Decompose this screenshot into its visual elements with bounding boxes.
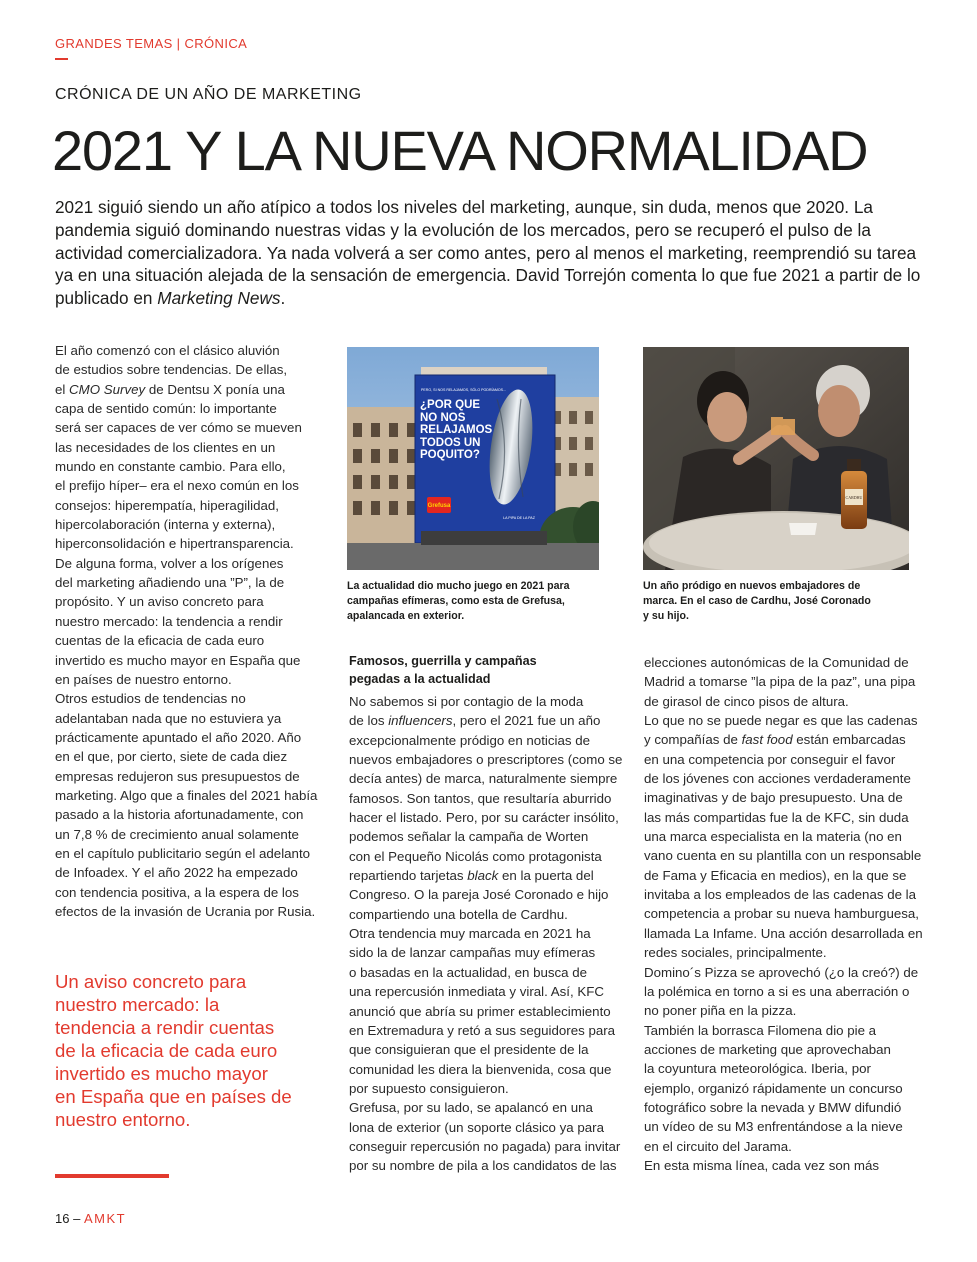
text-run: ejemplo, organizó rápidamente un concurso (644, 1080, 903, 1096)
text-line (644, 846, 922, 865)
text-run: competencia a probar su nueva hamburguesa, (644, 906, 919, 922)
text-run: comunidad les diera la bienvenida, cosa que (349, 1061, 612, 1077)
text-line (55, 496, 320, 515)
page-number: 16 (55, 1211, 70, 1226)
text-run: acciones de marketing que aprovechaban (644, 1041, 891, 1057)
text-run: En esta misma línea, cada vez son más (644, 1157, 880, 1173)
text-run: por su nombre de pila a los candidatos de las (349, 1158, 617, 1174)
text-line (349, 924, 614, 943)
text-line (55, 573, 320, 592)
text-run: por supuesto consiguieron. (349, 1080, 509, 1096)
text-line (644, 692, 909, 711)
text-line (55, 670, 320, 689)
text-run: que consiguieran que el presidente de la (349, 1042, 589, 1058)
text-line (55, 631, 320, 650)
text-line (644, 1001, 909, 1020)
text-line (349, 769, 618, 788)
text-line (55, 592, 320, 611)
text-line (55, 360, 320, 379)
text-line (644, 1021, 909, 1040)
text-run: o basadas en la actualidad, en busca de (349, 964, 588, 980)
text-run: pasado a la historia afortunadamente, con (55, 807, 304, 823)
section-dash (55, 58, 68, 60)
text-line (55, 805, 320, 824)
text-run: invertido es mucho mayor en España que (55, 652, 301, 668)
text-line (644, 1156, 909, 1175)
text-line (55, 1085, 320, 1108)
text-line (349, 847, 614, 866)
text-run: el prefijo híper– era el nexo común en los (55, 478, 299, 494)
text-run: en Extremadura y retó a sus seguidores para (349, 1022, 616, 1038)
text-line (644, 1117, 909, 1136)
text-line (644, 750, 909, 769)
text-line (644, 769, 909, 788)
text-run: y su hijo. (643, 610, 689, 622)
text-run: nuestro mercado: la tendencia a rendir (55, 613, 283, 629)
text-run: redes sociales, principalmente. (644, 945, 827, 961)
text-run: campañas efímeras, como esta de Grefusa, (347, 595, 565, 607)
text-line (349, 1021, 614, 1040)
text-run: con tendencia positiva, a la espera de los (55, 884, 299, 900)
text-line (55, 612, 320, 631)
text-line (349, 670, 537, 688)
text-run: Grefusa, por su lado, se apalancó en una (349, 1100, 593, 1116)
text-run: de Infoadex. Y el año 2022 ha empezado (55, 865, 298, 881)
text-run: marketing. Algo que a finales del 2021 había (55, 787, 318, 803)
red-rule (55, 1174, 169, 1178)
text-run: en el capítulo publicitario según el adelanto (55, 845, 311, 861)
article-title: 2021 Y LA NUEVA NORMALIDAD (52, 119, 868, 182)
text-run: Un aviso concreto para (55, 971, 247, 992)
article-lead (55, 196, 925, 310)
text-line (55, 515, 320, 534)
photo-coronado-cardhu (643, 347, 909, 570)
text-line (349, 827, 614, 846)
text-run: están embarcadas (792, 732, 906, 748)
text-line (349, 1137, 621, 1156)
text-line (644, 788, 909, 807)
text-line (349, 652, 537, 670)
text-line (349, 711, 614, 730)
article-kicker: CRÓNICA DE UN AÑO DE MARKETING (55, 86, 362, 103)
text-run: y compañías de (644, 732, 742, 748)
text-run: anunció que abría su primer establecimiento (349, 1003, 611, 1019)
text-run: apalancada en exterior. (347, 610, 465, 622)
text-run: fotográfico sobre la nevada y BMW difundió (644, 1099, 902, 1115)
text-run: conseguir repercusión no pagada) para invitar (349, 1138, 621, 1154)
text-line (55, 993, 320, 1016)
italic-term: CMO Survey (69, 381, 146, 397)
text-line (55, 476, 320, 495)
text-run: hiperconsolidación e hipertransparencia. (55, 536, 294, 552)
text-line (349, 982, 614, 1001)
text-run: marca. En el caso de Cardhu, José Coronado (643, 595, 871, 607)
text-run: en países de nuestro entorno. (55, 671, 232, 687)
text-line (55, 844, 320, 863)
text-run: Otros estudios de tendencias no (55, 691, 246, 707)
text-run: repartiendo tarjetas (349, 868, 468, 884)
text-line (55, 902, 320, 921)
text-run: excepcionalmente pródigo en noticias de (349, 732, 590, 748)
text-line (644, 808, 909, 827)
text-line (644, 982, 909, 1001)
italic-term: influencers (388, 713, 453, 729)
text-line (55, 418, 320, 437)
text-run: el (55, 381, 70, 397)
text-run: Famosos, guerrilla y campañas (349, 654, 537, 668)
text-line (55, 651, 320, 670)
text-run: compartiendo una botella de Cardhu. (349, 906, 568, 922)
text-line (349, 731, 614, 750)
text-run: nuevos embajadores o prescriptores (como se (349, 752, 623, 768)
text-line (55, 1039, 320, 1062)
text-line (644, 730, 909, 749)
text-line (349, 1002, 614, 1021)
text-line (349, 885, 614, 904)
text-run: Madrid a tomarse ”la pipa de la paz”, una pipa (644, 674, 916, 690)
text-line (644, 1059, 909, 1078)
text-run: las necesidades de los clientes en un (55, 439, 276, 455)
pull-quote (55, 970, 320, 1131)
text-line (347, 579, 570, 594)
text-run: También la borrasca Filomena dio pie a (644, 1022, 877, 1038)
text-run: en España que en países de (55, 1086, 292, 1107)
text-run: cuentas de la eficacia de cada euro (55, 633, 265, 649)
text-line (644, 1079, 909, 1098)
text-line (644, 672, 916, 691)
text-line (644, 1098, 909, 1117)
text-run: lona de exterior (un soporte clásico ya para (349, 1119, 604, 1135)
text-line (55, 728, 320, 747)
text-line (55, 786, 320, 805)
text-line (55, 1016, 320, 1039)
text-run: de los jóvenes con acciones verdaderamente (644, 771, 911, 787)
lead-text: 2021 siguió siendo un año atípico a todos los niveles del marketing, aunque, sin duda, menos que 2020. La pandemia siguió dominando nuestras vidas y la evolución de los mercados, pero se recuperó el pulso de la actividad comercializadora. Ya nada volverá a ser como antes, pero al menos el marketing, reemprendió su tarea ya en una situación alejada de la sensación de emergencia. David Torrejón comenta lo que fue 2021 a partir de lo publicado en (55, 197, 921, 309)
section-label: GRANDES TEMAS | CRÓNICA (55, 36, 248, 51)
text-run: invertido es mucho mayor (55, 1063, 268, 1084)
text-line (55, 554, 320, 573)
text-line (644, 866, 909, 885)
text-run: de girasol de cinco pisos de altura. (644, 693, 849, 709)
text-run: empresas redujeron sus presupuestos de (55, 768, 300, 784)
text-line (349, 1060, 614, 1079)
text-line (644, 885, 917, 904)
text-run: imaginativas y de bajo presupuesto. Una de (644, 790, 903, 806)
text-line (55, 970, 320, 993)
text-run: decía antes) de marca, naturalmente siempre (349, 771, 618, 787)
billboard-product: LA PIPA DE LA PAZ (503, 516, 535, 520)
text-run: una repercusión inmediata y viral. Así, KFC (349, 984, 604, 1000)
text-line (349, 1098, 614, 1117)
text-line (55, 863, 320, 882)
text-run: invitaba a los empleados de las cadenas de la (644, 887, 917, 903)
text-line (55, 534, 320, 553)
text-run: podemos señalar la campaña de Worten (349, 829, 589, 845)
text-run: efectos de la invasión de Ucrania por Rusia. (55, 903, 316, 919)
italic-term: black (467, 868, 499, 884)
text-line (349, 963, 614, 982)
billboard-headline: ¿POR QUÉ NO NOS RELAJAMOS TODOS UN POQUITO? (420, 399, 493, 461)
text-run: nuestro mercado: la (55, 994, 220, 1015)
text-run: El año comenzó con el clásico aluvión (55, 343, 280, 358)
text-run: mundo en constante cambio. Para ello, (55, 459, 286, 475)
body-column-2 (349, 692, 623, 1176)
bottle-label: CARDHU (845, 495, 863, 500)
text-line (644, 827, 909, 846)
text-run: será ser capaces de ver cómo se mueven (55, 420, 302, 436)
text-line (644, 943, 909, 962)
text-line (644, 924, 923, 943)
text-run: Otra tendencia muy marcada en 2021 ha (349, 926, 591, 942)
text-line (643, 579, 871, 594)
billboard-photo-illustration (347, 347, 599, 570)
text-run: una marca especialista en la materia (no en (644, 829, 902, 845)
text-run: De alguna forma, volver a los orígenes (55, 555, 284, 571)
text-run: del marketing añadiendo una ”P”, la de (55, 575, 285, 591)
text-line (55, 457, 320, 476)
lead-emphasis: Marketing News (157, 288, 281, 309)
text-line (55, 825, 320, 844)
text-line (55, 399, 320, 418)
text-run: de Fama y Eficacia en medios), en la que se (644, 867, 907, 883)
text-line (349, 1079, 614, 1098)
billboard-brand: Grefusa (427, 503, 451, 509)
text-line (55, 709, 320, 728)
text-run: la coyuntura meteorológica. Iberia, por (644, 1061, 871, 1077)
text-run: elecciones autonómicas de la Comunidad de (644, 655, 909, 670)
text-line (349, 1118, 614, 1137)
section-subheading (349, 652, 537, 688)
text-line (55, 883, 320, 902)
photo-caption-grefusa (347, 579, 570, 624)
text-line (644, 1040, 909, 1059)
italic-term: fast food (741, 732, 793, 748)
page-folio (55, 1211, 126, 1226)
text-run: capa de sentido común: lo importante (55, 401, 277, 417)
text-line (349, 905, 614, 924)
text-run: Congreso. O la pareja José Coronado e hijo (349, 887, 609, 903)
text-run: un 7,8 % de crecimiento anual solamente (55, 826, 299, 842)
text-run: pegadas a la actualidad (349, 672, 491, 686)
text-run: sido la de lanzar campañas muy efímeras (349, 945, 596, 961)
text-run: la polémica en torno a si es una aberración o (644, 983, 910, 999)
text-run: , pero el 2021 fue un año (452, 713, 601, 729)
text-run: consejos: hiperempatía, hiperagilidad, (55, 497, 279, 513)
text-line (643, 594, 871, 609)
text-run: nuestro entorno. (55, 1109, 191, 1130)
text-run: no poner piña en la pizza. (644, 1003, 797, 1019)
body-column-3 (644, 653, 923, 1175)
text-run: Lo que no se puede negar es que las cadenas (644, 713, 918, 729)
text-run: en la puerta del (498, 868, 594, 884)
text-line (55, 767, 320, 786)
text-run: tendencia a rendir cuentas (55, 1017, 275, 1038)
photo-caption-cardhu (643, 579, 871, 624)
text-run: prácticamente apuntado el año 2020. Año (55, 729, 302, 745)
text-run: en una competencia por conseguir el favor (644, 751, 896, 767)
text-run: Domino´s Pizza se aprovechó (¿o la creó?) de (644, 964, 919, 980)
text-line (347, 594, 570, 609)
text-line (349, 1040, 614, 1059)
text-run: llamada La Infame. Una acción desarrollada en (644, 925, 923, 941)
text-line (55, 380, 320, 399)
text-line (349, 750, 623, 769)
text-run: hipercolaboración (interna y externa), (55, 517, 276, 533)
body-column-1 (55, 341, 320, 921)
text-line (643, 609, 871, 624)
text-run: hacer el listado. Pero, por su carácter insólito, (349, 810, 619, 826)
text-run: un vídeo de su M3 enfrentándose a la nieve (644, 1119, 903, 1135)
magazine-logo: AMKT (83, 1211, 127, 1226)
text-run: de Dentsu X ponía una (145, 381, 285, 397)
text-line (644, 963, 919, 982)
text-line (55, 438, 320, 457)
text-line (644, 904, 919, 923)
lead-end: . (280, 288, 286, 309)
text-run: en el que, por cierto, siete de cada diez (55, 749, 288, 765)
photo-grefusa-billboard (347, 347, 599, 570)
text-run: de estudios sobre tendencias. De ellas, (55, 362, 288, 378)
text-line (349, 943, 614, 962)
text-run: Un año pródigo en nuevos embajadores de (643, 580, 861, 592)
text-line (347, 609, 570, 624)
text-line (644, 711, 918, 730)
text-line (349, 866, 614, 885)
text-line (644, 1137, 909, 1156)
text-line (55, 341, 320, 360)
text-run: de los (349, 713, 389, 729)
text-run: vano cuenta en su plantilla con un responsable (644, 848, 922, 864)
text-run: adelantaban nada que no estuviera ya (55, 710, 282, 726)
text-run: en el circuito del Jarama. (644, 1138, 792, 1154)
text-run: propósito. Y un aviso concreto para (55, 594, 264, 610)
text-run: con el Pequeño Nicolás como protagonista (349, 848, 602, 864)
text-run: de la eficacia de cada euro (55, 1040, 278, 1061)
text-line (55, 1108, 320, 1131)
text-line (55, 689, 320, 708)
billboard-small-text: PERO, SI NOS RELAJAMOS, SÓLO PODRÍAMOS... (421, 388, 507, 392)
text-run: La actualidad dio mucho juego en 2021 para (347, 580, 570, 592)
folio-separator: – (73, 1211, 81, 1226)
text-run: No sabemos si por contagio de la moda (349, 694, 584, 709)
text-line (349, 692, 614, 711)
text-line (55, 747, 320, 766)
text-run: las más compartidas fue la de KFC, sin duda (644, 809, 909, 825)
text-line (349, 1156, 617, 1175)
text-line (644, 653, 909, 672)
text-line (349, 808, 619, 827)
text-line (55, 1062, 320, 1085)
text-line (349, 789, 614, 808)
text-run: famosos. Son tantos, que resultaría aburrido (349, 790, 612, 806)
coronado-photo-illustration (643, 347, 909, 570)
